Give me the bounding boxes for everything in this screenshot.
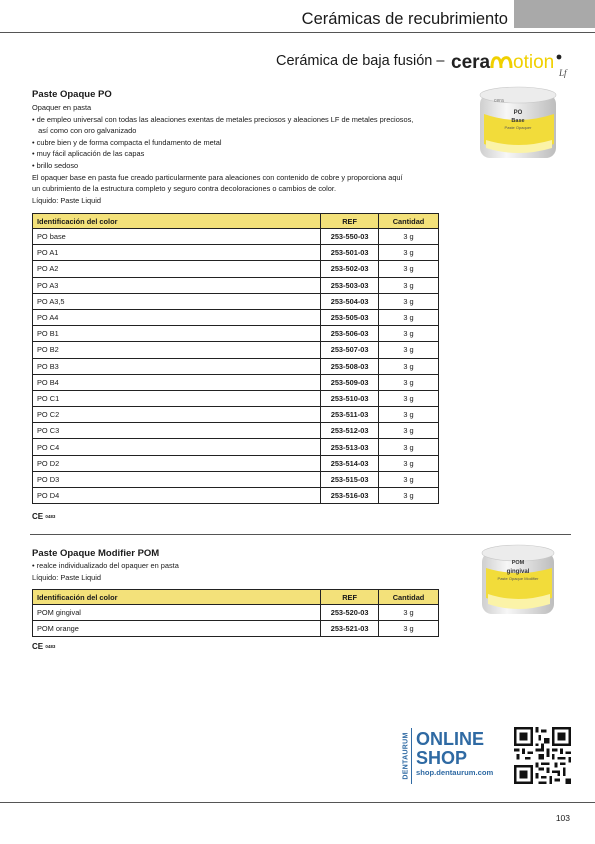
po-jar-image	[474, 84, 564, 166]
jar-shade: gingival	[506, 569, 530, 575]
cell-ref: 253-509-03	[321, 374, 379, 390]
cell-qty: 3 g	[379, 488, 439, 504]
shop-line-online: ONLINE	[416, 729, 485, 749]
cell-color: PO C1	[33, 390, 321, 406]
cell-qty: 3 g	[379, 605, 439, 621]
ceramotion-logo	[451, 48, 576, 78]
cell-color: PO B2	[33, 342, 321, 358]
pom-jar-image	[476, 542, 562, 622]
cell-qty: 3 g	[379, 293, 439, 309]
page-number: 103	[555, 813, 570, 823]
table-row	[33, 390, 439, 406]
table-row	[33, 229, 439, 245]
shop-divider	[411, 728, 412, 784]
header-divider	[0, 32, 595, 33]
cell-ref: 253-521-03	[321, 621, 379, 637]
table-row	[33, 326, 439, 342]
cell-qty: 3 g	[379, 439, 439, 455]
table-row	[33, 471, 439, 487]
jar-brand: cera	[494, 98, 504, 104]
table-row	[33, 293, 439, 309]
cell-color: POM orange	[33, 621, 321, 637]
cell-color: PO B4	[33, 374, 321, 390]
jar-desc: Paste Opaque Modifier	[497, 576, 539, 581]
page-header-title: Cerámicas de recubrimiento	[301, 10, 508, 28]
table-row	[33, 407, 439, 423]
section-description-po	[32, 102, 413, 206]
section-description-pom	[32, 560, 179, 583]
shop-url: shop.dentaurum.com	[416, 768, 494, 777]
table-header-row	[33, 214, 439, 229]
logo-text-a: cera	[451, 52, 491, 73]
ce-mark-text: CE	[32, 512, 44, 521]
desc-line: • de empleo universal con todas las aleaciones exentas de metales preciosos y aleaciones LF de metales preciosos,	[32, 114, 414, 124]
cell-ref: 253-513-03	[321, 439, 379, 455]
table-row	[33, 374, 439, 390]
shop-line-shop: SHOP	[416, 748, 468, 768]
table-header-row	[33, 590, 439, 605]
desc-line: • cubre bien y de forma compacta el fundamento de metal	[32, 137, 222, 147]
desc-line: un cubrimiento de la estructura completo y seguro contra decoloraciones o cambios de color.	[32, 184, 337, 194]
cell-color: POM gingival	[33, 605, 321, 621]
section-divider	[30, 534, 571, 535]
cell-color: PO A4	[33, 309, 321, 325]
cell-ref: 253-512-03	[321, 423, 379, 439]
ce-mark-text: CE	[32, 642, 44, 651]
online-shop-link[interactable]	[416, 730, 493, 777]
table-row	[33, 423, 439, 439]
cell-ref: 253-506-03	[321, 326, 379, 342]
qr-code-icon[interactable]	[514, 727, 571, 784]
cell-ref: 253-550-03	[321, 229, 379, 245]
desc-line: Opaquer en pasta	[32, 103, 92, 112]
cell-color: PO D3	[33, 471, 321, 487]
table-row	[33, 277, 439, 293]
cell-color: PO A3,5	[33, 293, 321, 309]
ce-number: 0483	[45, 514, 56, 519]
cell-qty: 3 g	[379, 407, 439, 423]
cell-qty: 3 g	[379, 358, 439, 374]
cell-ref: 253-516-03	[321, 488, 379, 504]
cell-ref: 253-514-03	[321, 455, 379, 471]
cell-color: PO C4	[33, 439, 321, 455]
desc-line: Líquido: Paste Liquid	[32, 195, 102, 205]
table-row	[33, 342, 439, 358]
cell-color: PO B1	[33, 326, 321, 342]
cell-qty: 3 g	[379, 229, 439, 245]
cell-qty: 3 g	[379, 342, 439, 358]
col-header-ref: REF	[321, 590, 379, 605]
table-row	[33, 488, 439, 504]
cell-ref: 253-507-03	[321, 342, 379, 358]
table-row	[33, 245, 439, 261]
cell-qty: 3 g	[379, 326, 439, 342]
cell-qty: 3 g	[379, 309, 439, 325]
header-tab-block	[514, 0, 595, 28]
cell-ref: 253-504-03	[321, 293, 379, 309]
jar-name: PO	[513, 110, 523, 116]
desc-line: • muy fácil aplicación de las capas	[32, 149, 145, 159]
col-header-qty: Cantidad	[379, 590, 439, 605]
table-row	[33, 621, 439, 637]
section-title-pom: Paste Opaque Modifier POM	[32, 548, 160, 559]
cell-ref: 253-501-03	[321, 245, 379, 261]
logo-suffix: Lf	[559, 68, 567, 78]
cell-ref: 253-508-03	[321, 358, 379, 374]
page-subtitle: Cerámica de baja fusión –	[276, 53, 445, 69]
col-header-color: Identificación del color	[33, 214, 321, 229]
cell-qty: 3 g	[379, 261, 439, 277]
cell-color: PO B3	[33, 358, 321, 374]
ce-number: 0483	[45, 644, 56, 649]
desc-line: • brillo sedoso	[32, 160, 79, 170]
table-row	[33, 261, 439, 277]
po-product-table	[32, 213, 439, 504]
cell-color: PO D2	[33, 455, 321, 471]
table-row	[33, 358, 439, 374]
cell-ref: 253-520-03	[321, 605, 379, 621]
cell-color: PO A3	[33, 277, 321, 293]
desc-line: así como con oro galvanizado	[32, 126, 137, 136]
table-row	[33, 455, 439, 471]
cell-qty: 3 g	[379, 621, 439, 637]
logo-m-swirl	[492, 58, 511, 68]
cell-qty: 3 g	[379, 374, 439, 390]
pom-product-table	[32, 589, 439, 637]
cell-ref: 253-503-03	[321, 277, 379, 293]
cell-ref: 253-505-03	[321, 309, 379, 325]
logo-text-b: otion	[513, 52, 555, 73]
table-row	[33, 439, 439, 455]
cell-color: PO base	[33, 229, 321, 245]
jar-shade: Base	[511, 118, 525, 124]
cell-color: PO C3	[33, 423, 321, 439]
cell-color: PO C2	[33, 407, 321, 423]
desc-line: El opaquer base en pasta fue creado particularmente para aleaciones con contenido de cobre y proporciona aquí	[32, 172, 403, 182]
footer-divider	[0, 802, 595, 803]
table-row	[33, 309, 439, 325]
cell-color: PO A2	[33, 261, 321, 277]
jar-name: POM	[511, 560, 525, 566]
cell-color: PO A1	[33, 245, 321, 261]
cell-qty: 3 g	[379, 245, 439, 261]
desc-line: Líquido: Paste Liquid	[32, 572, 102, 582]
cell-qty: 3 g	[379, 390, 439, 406]
desc-line: • realce individualizado del opaquer en pasta	[32, 561, 179, 570]
cell-qty: 3 g	[379, 455, 439, 471]
table-row	[33, 605, 439, 621]
cell-qty: 3 g	[379, 277, 439, 293]
cell-color: PO D4	[33, 488, 321, 504]
cell-qty: 3 g	[379, 423, 439, 439]
col-header-color: Identificación del color	[33, 590, 321, 605]
cell-qty: 3 g	[379, 471, 439, 487]
section-title-po: Paste Opaque PO	[32, 89, 112, 100]
ce-mark-po	[32, 512, 55, 521]
jar-desc: Paste Opaquer	[504, 125, 532, 130]
ce-mark-pom	[32, 642, 55, 651]
cell-ref: 253-510-03	[321, 390, 379, 406]
cell-ref: 253-502-03	[321, 261, 379, 277]
col-header-ref: REF	[321, 214, 379, 229]
cell-ref: 253-515-03	[321, 471, 379, 487]
col-header-qty: Cantidad	[379, 214, 439, 229]
logo-dot	[557, 55, 562, 60]
cell-ref: 253-511-03	[321, 407, 379, 423]
shop-vertical-text: DENTAURUM	[402, 732, 410, 780]
